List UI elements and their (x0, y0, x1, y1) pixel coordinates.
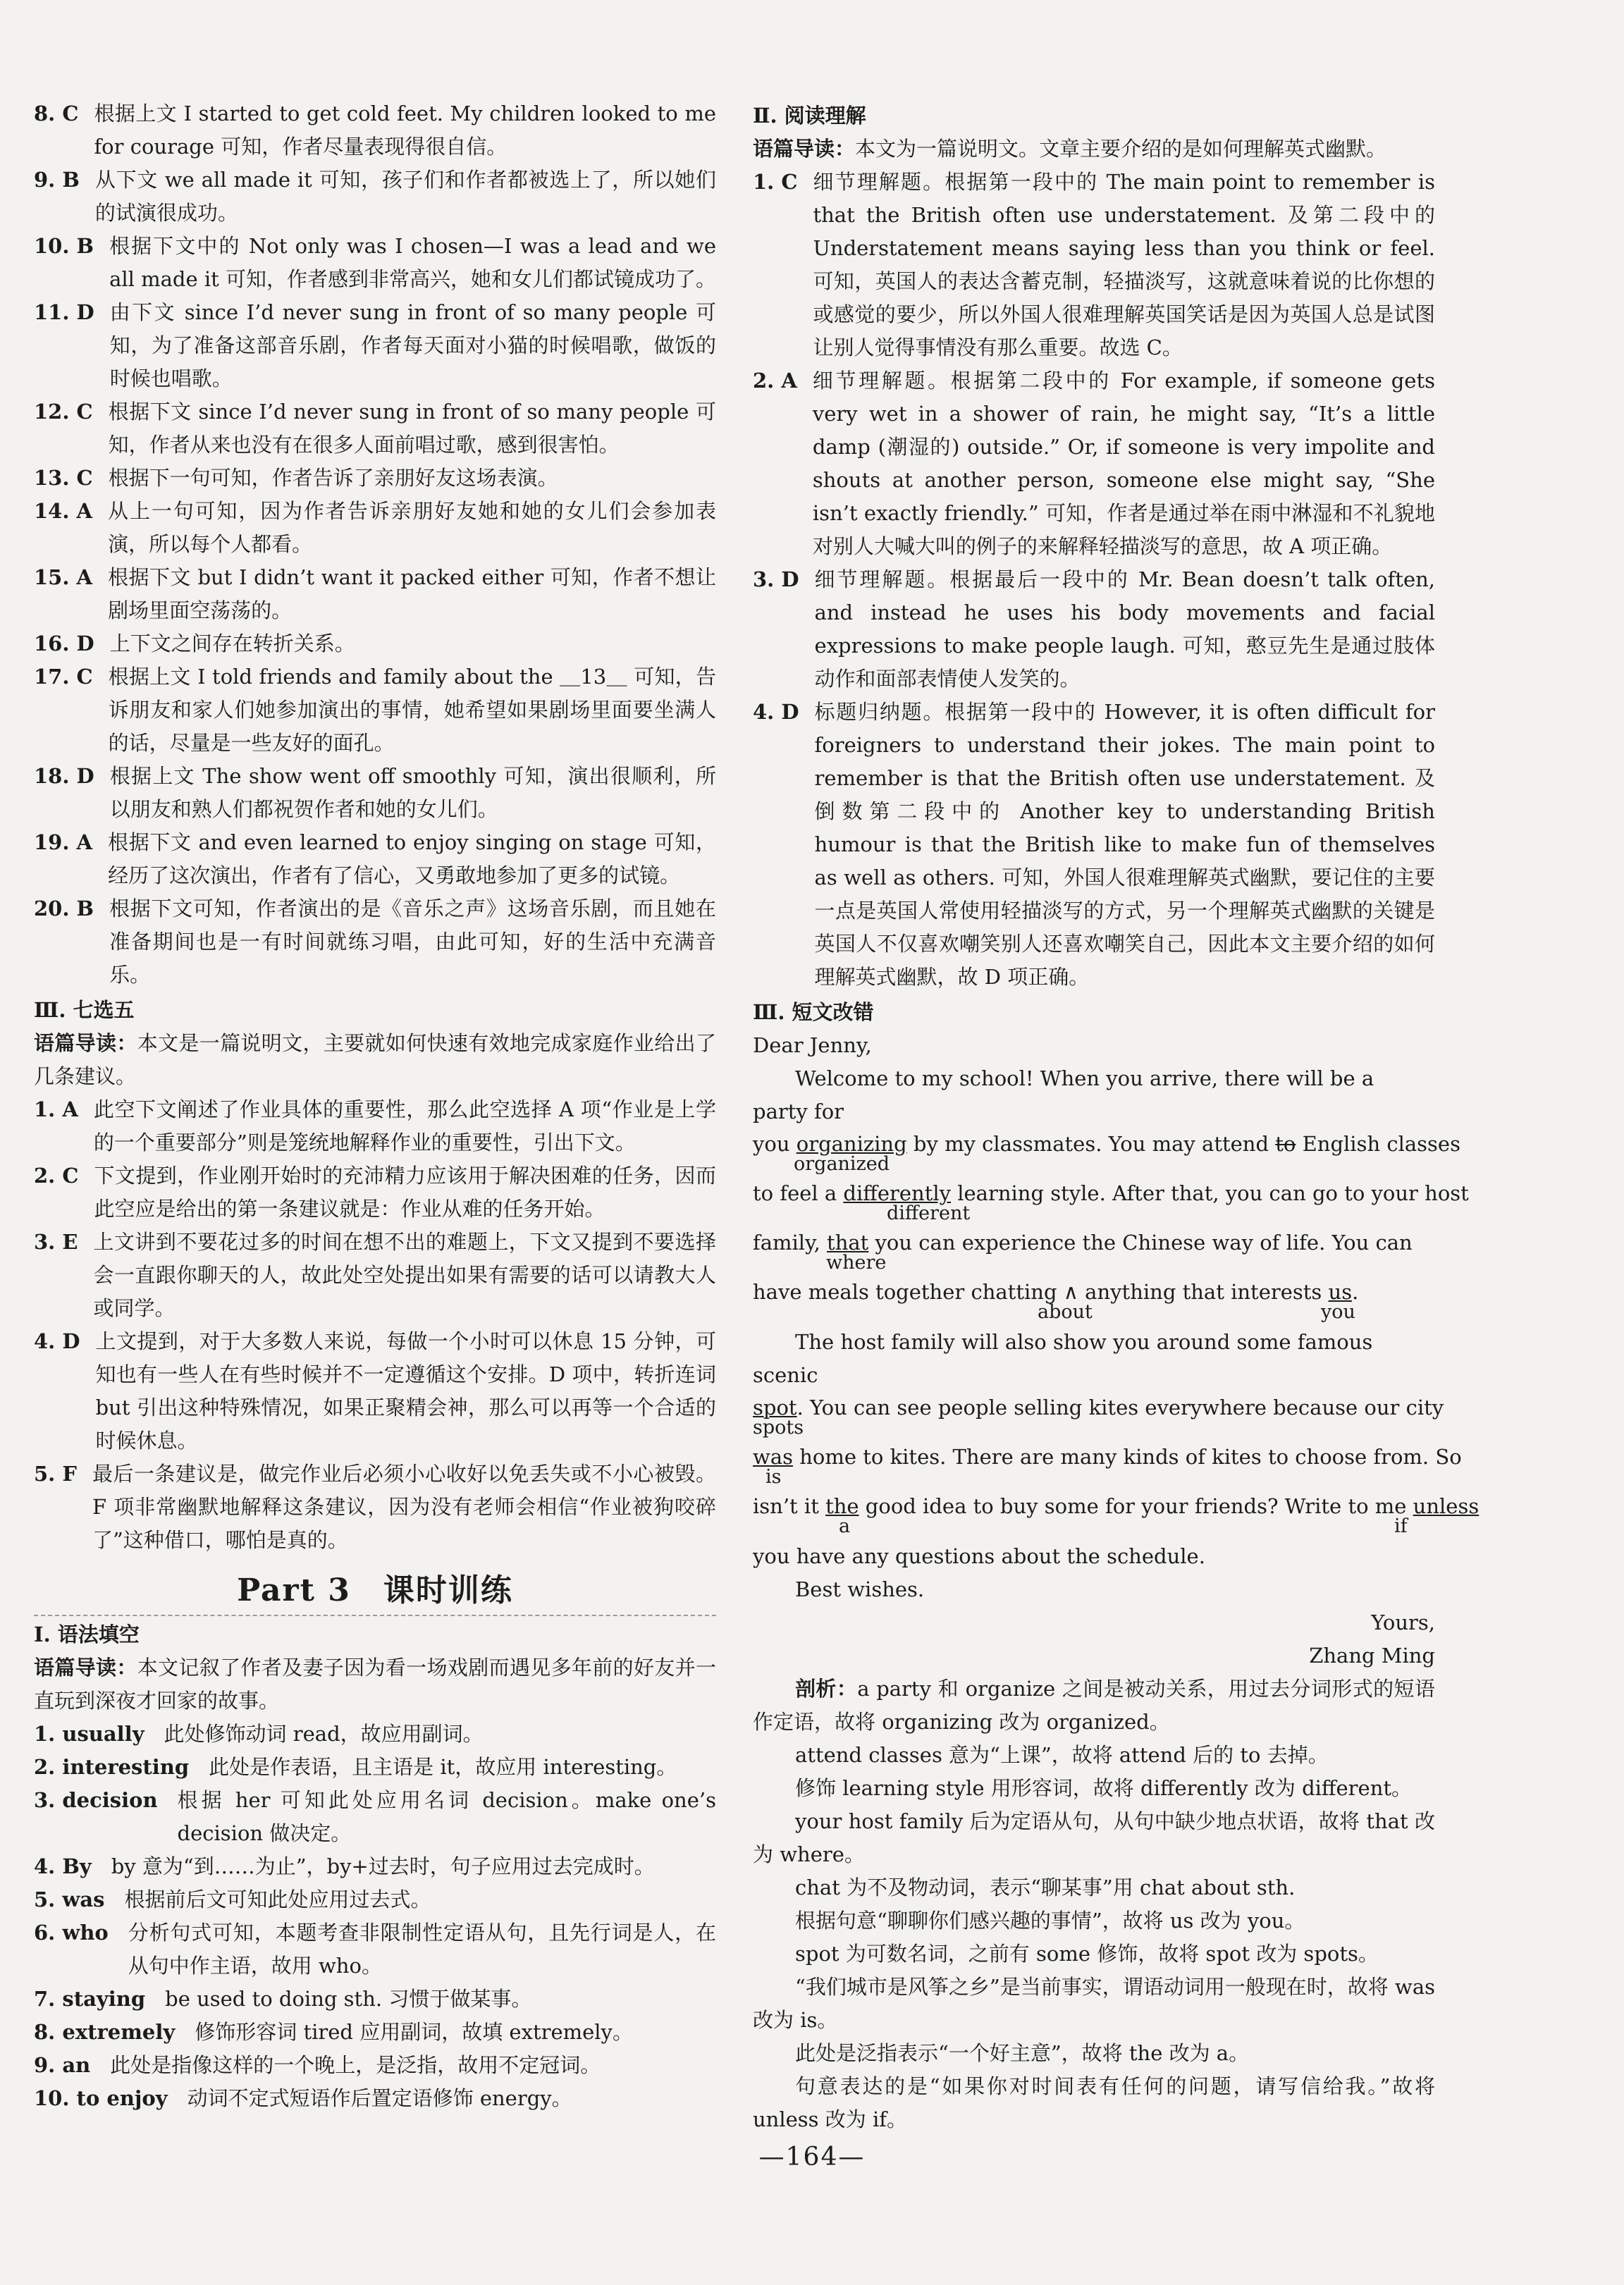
answer-explanation: 根据上文 I told friends and family about the ＿13＿ 可知，告诉朋友和家人们她参加演出的事情，她希望如果剧场里面要坐满人的话，尽量是一些友好的面孔。 (108, 665, 716, 755)
answer-explanation: 动词不定式短语作后置定语修饰 energy。 (187, 2086, 572, 2110)
analysis-line: 此处是泛指表示“一个好主意”，故将 the 改为 a。 (795, 2041, 1250, 2065)
answer-list-seven-choose-five (34, 1093, 716, 1557)
answer-explanation: 根据上文 The show went off smoothly 可知，演出很顺利，所以朋友和熟人们都祝贺作者和她的女儿们。 (109, 764, 716, 821)
answer-number: 8. C (34, 101, 79, 125)
answer-explanation: 根据上文 I started to get cold feet. My children looked to me for courage 可知，作者尽量表现得很自信。 (94, 101, 716, 159)
answer-item (753, 563, 1435, 696)
answer-explanation: be used to doing sth. 习惯于做某事。 (165, 1987, 532, 2011)
answer-list-reading (753, 166, 1435, 994)
letter-line-corrected: to feel a differently learning style. After that, you can go to your host different (753, 1181, 1469, 1224)
correction: you (1321, 1301, 1355, 1323)
answer-explanation: 根据下文 and even learned to enjoy singing on stage 可知，经历了这次演出，作者有了信心，又勇敢地参加了更多的试镜。 (108, 830, 716, 887)
analysis-line: 剖析：a party 和 organize 之间是被动关系，用过去分词形式的短语作定语，故将 organizing 改为 organized。 (753, 1677, 1435, 1734)
answer-item (34, 97, 716, 164)
answer-number: 5. was (34, 1887, 105, 1911)
correction: different (887, 1202, 971, 1224)
divider (34, 1615, 716, 1616)
answer-number: 14. A (34, 499, 93, 523)
answer-explanation: 标题归纳题。根据第一段中的 However, it is often difficult for foreigners to understand their jokes. The main point to remember is that the British often use understatement. 及倒数第二段中的 Another key to understanding British humour is that the British like to make fun of themselves as well as others. 可知，外国人很难理解英式幽默，要记住的主要一点是英国人常使用轻描淡写的方式，另一个理解英式幽默的关键是英国人不仅喜欢嘲笑别人还喜欢嘲笑自己，因此本文主要介绍的如何理解英式幽默，故 D 项正确。 (814, 700, 1435, 989)
letter-line-corrected: you organizing by my classmates. You may attend to English classes organized (753, 1132, 1460, 1175)
answer-number: 2. A (753, 369, 797, 393)
answer-item (34, 1983, 716, 2016)
analysis-line: 修饰 learning style 用形容词，故将 differently 改为 different。 (795, 1776, 1413, 1800)
analysis (753, 1673, 1435, 2136)
letter-line-corrected: have meals together chatting ∧ anything that interests us. about you (753, 1280, 1359, 1323)
section-title-seven-choose-five: Ⅲ. 七选五 (34, 998, 135, 1022)
correction: spots (753, 1417, 804, 1439)
page-number: —164— (758, 2143, 866, 2172)
answer-item (34, 1883, 716, 1916)
letter-line-corrected: spot. You can see people selling kites everywhere because our city spots (753, 1396, 1444, 1439)
answer-number: 5. F (34, 1462, 77, 1486)
answer-explanation: 根据下文 since I’d never sung in front of so many people 可知，作者从来也没有在很多人面前唱过歌，感到很害怕。 (108, 400, 716, 457)
answer-item (34, 2016, 716, 2049)
section-title-reading: Ⅱ. 阅读理解 (753, 104, 866, 128)
passage-guide: 语篇导读：本文记叙了作者及妻子因为看一场戏剧而遇见多年前的好友并一直玩到深夜才回家的故事。 (34, 1656, 716, 1713)
answer-item (34, 395, 716, 462)
answer-number: 19. A (34, 830, 93, 854)
answer-number: 4. D (34, 1329, 80, 1353)
answer-number: 20. B (34, 897, 94, 920)
analysis-line: 根据句意“聊聊你们感兴趣的事情”，故将 us 改为 you。 (795, 1909, 1305, 1933)
answer-item (34, 164, 716, 230)
answer-explanation: 此处是作表语，且主语是 it，故应用 interesting。 (209, 1755, 677, 1779)
correction: organized (794, 1153, 890, 1175)
correction: where (826, 1252, 887, 1274)
letter-closing: Best wishes. (795, 1577, 925, 1601)
answer-item (34, 462, 716, 495)
answer-item (34, 1751, 716, 1784)
answer-item (34, 660, 716, 760)
answer-item (34, 296, 716, 395)
letter-line: Welcome to my school! When you arrive, there will be a party for (753, 1066, 1374, 1123)
answer-number: 3. D (753, 567, 799, 591)
answer-number: 12. C (34, 400, 93, 424)
letter-signoff: Yours, (1371, 1610, 1435, 1634)
answer-number: 2. C (34, 1164, 79, 1188)
answer-number: 4. D (753, 700, 799, 724)
answer-explanation: 上下文之间存在转折关系。 (109, 632, 355, 655)
answer-number: 2. interesting (34, 1755, 190, 1779)
answer-item (34, 230, 716, 296)
left-column (34, 97, 716, 2115)
answer-item (34, 495, 716, 561)
answer-explanation: 下文提到，作业刚开始时的充沛精力应该用于解决困难的任务，因而此空应是给出的第一条建议就是：作业从难的任务开始。 (94, 1164, 716, 1221)
answer-explanation: 从上一句可知，因为作者告诉亲朋好友她和她的女儿们会参加表演，所以每个人都看。 (108, 499, 716, 556)
answer-number: 4. By (34, 1854, 92, 1878)
answer-item (34, 760, 716, 826)
answer-explanation: 由下文 since I’d never sung in front of so many people 可知，为了准备这部音乐剧，作者每天面对小猫的时候唱歌，做饭的时候也唱歌。 (109, 300, 716, 390)
answer-number: 18. D (34, 764, 94, 788)
answer-explanation: 细节理解题。根据第二段中的 For example, if someone gets very wet in a shower of rain, he might say, “It’s a little damp (潮湿的) outside.” Or, if someone is very impolite and shouts at another person, someone else might say, “She isn’t exactly friendly.” 可知，作者是通过举在雨中淋湿和不礼貌地对别人大喊大叫的例子的来解释轻描淡写的意思，故 A 项正确。 (812, 369, 1435, 558)
answer-item (34, 1458, 716, 1557)
passage-guide: 语篇导读：本文是一篇说明文，主要就如何快速有效地完成家庭作业给出了几条建议。 (34, 1031, 716, 1088)
answer-item (34, 627, 716, 660)
answer-explanation: 根据下一句可知，作者告诉了亲朋好友这场表演。 (108, 466, 558, 490)
answer-explanation: 此处是指像这样的一个晚上，是泛指，故用不定冠词。 (110, 2053, 601, 2077)
answer-explanation: 从下文 we all made it 可知，孩子们和作者都被选上了，所以她们的试演很成功。 (94, 168, 716, 225)
analysis-line: chat 为不及物动词，表示“聊某事”用 chat about sth. (795, 1876, 1296, 1899)
answer-number: 3. E (34, 1230, 78, 1254)
answer-explanation: 根据下文 but I didn’t want it packed either 可知，作者不想让剧场里面空荡荡的。 (108, 565, 716, 622)
answer-number: 13. C (34, 466, 93, 490)
analysis-line: 句意表达的是“如果你对时间表有任何的问题，请写信给我。”故将 unless 改为 if。 (753, 2074, 1435, 2131)
answer-number: 9. B (34, 168, 80, 192)
analysis-line: your host family 后为定语从句，从句中缺少地点状语，故将 that 改为 where。 (753, 1809, 1435, 1866)
answer-explanation: 此处修饰动词 read，故应用副词。 (164, 1722, 484, 1746)
answer-number: 15. A (34, 565, 93, 589)
answer-item (34, 1159, 716, 1226)
answer-item (34, 1226, 716, 1325)
answer-number: 1. A (34, 1097, 78, 1121)
section-title-error-correction: Ⅲ. 短文改错 (753, 1000, 874, 1024)
answer-item (34, 1718, 716, 1751)
answer-item (34, 2049, 716, 2082)
letter-line-corrected: was home to kites. There are many kinds of kites to choose from. So is (753, 1445, 1462, 1488)
answer-item (34, 1325, 716, 1458)
answer-explanation: by 意为“到……为止”，by+过去时，句子应用过去完成时。 (111, 1854, 655, 1878)
answer-number: 1. usually (34, 1722, 144, 1746)
answer-item (34, 561, 716, 627)
answer-list-grammar (34, 1718, 716, 2115)
answer-explanation: 上文提到，对于大多数人来说，每做一个小时可以休息 15 分钟，可知也有一些人在有些时候并不一定遵循这个安排。D 项中，转折连词 but 引出这种特殊情况，如果正聚精会神，那么可以再等一个合适的时候休息。 (95, 1329, 716, 1453)
correction: about (1038, 1301, 1093, 1323)
right-column (753, 97, 1480, 2136)
answer-explanation: 根据下文中的 Not only was I chosen—I was a lead and we all made it 可知，作者感到非常高兴，她和女儿们都试镜成功了。 (109, 234, 717, 291)
answer-explanation: 根据 her 可知此处应用名词 decision。make one’s decision 做决定。 (177, 1788, 716, 1845)
answer-number: 10. B (34, 234, 94, 258)
letter-line: The host family will also show you around some famous scenic (753, 1330, 1373, 1387)
answer-item (753, 364, 1435, 563)
answer-item (34, 2082, 716, 2115)
letter-greeting: Dear Jenny, (753, 1033, 872, 1057)
answer-item (34, 1784, 716, 1850)
answer-number: 17. C (34, 665, 93, 689)
passage-guide: 语篇导读：本文为一篇说明文。文章主要介绍的是如何理解英式幽默。 (753, 137, 1387, 161)
answer-item (34, 892, 716, 992)
answer-number: 6. who (34, 1921, 109, 1945)
answer-item (34, 1916, 716, 1983)
correction: a (839, 1515, 851, 1537)
answer-explanation: 根据前后文可知此处应用过去式。 (124, 1887, 431, 1911)
answer-explanation: 此空下文阐述了作业具体的重要性，那么此空选择 A 项“作业是上学的一个重要部分”则是笼统地解释作业的重要性，引出下文。 (93, 1097, 716, 1154)
letter-line: you have any questions about the schedule. (753, 1544, 1205, 1568)
answer-list-cloze (34, 97, 716, 992)
answer-number: 10. to enjoy (34, 2086, 168, 2110)
answer-explanation: 修饰形容词 tired 应用副词，故填 extremely。 (195, 2020, 633, 2044)
answer-number: 11. D (34, 300, 94, 324)
answer-number: 1. C (753, 170, 798, 194)
answer-number: 9. an (34, 2053, 91, 2077)
answer-explanation: 细节理解题。根据第一段中的 The main point to remember is that the British often use understatement. 及第二段中的 Understatement means saying less than you think or feel. 可知，英国人的表达含蓄克制，轻描淡写，这就意味着说的比你想的或感觉的要少，所以外国人很难理解英国笑话是因为英国人总是试图让别人觉得事情没有那么重要。故选 C。 (813, 170, 1435, 359)
letter-signature: Zhang Ming (1309, 1644, 1435, 1668)
letter-line-corrected: family, that you can experience the Chinese way of life. You can where (753, 1231, 1413, 1274)
letter-line-corrected: isn’t it the good idea to buy some for your friends? Write to me unless a if (753, 1494, 1480, 1537)
answer-explanation: 根据下文可知，作者演出的是《音乐之声》这场音乐剧，而且她在准备期间也是一有时间就练习唱，由此可知，好的生活中充满音乐。 (109, 897, 716, 987)
answer-explanation: 细节理解题。根据最后一段中的 Mr. Bean doesn’t talk often, and instead he uses his body movements and facial expressions to make people laugh. 可知，憨豆先生是通过肢体动作和面部表情使人发笑的。 (814, 567, 1435, 691)
answer-item (34, 1093, 716, 1159)
answer-number: 7. staying (34, 1987, 146, 2011)
correction: is (765, 1466, 782, 1488)
answer-number: 16. D (34, 632, 94, 655)
answer-item (753, 166, 1435, 364)
answer-item (753, 696, 1435, 994)
answer-explanation: 上文讲到不要花过多的时间在想不出的难题上，下文又提到不要选择会一直跟你聊天的人，故此处空处提出如果有需要的话可以请教大人或同学。 (93, 1230, 716, 1320)
part-title: Part 3 课时训练 (237, 1572, 513, 1608)
analysis-line: spot 为可数名词，之前有 some 修饰，故将 spot 改为 spots。 (795, 1942, 1379, 1966)
answer-item (34, 826, 716, 892)
answer-explanation: 分析句式可知，本题考查非限制性定语从句，且先行词是人，在从句中作主语，故用 who。 (128, 1921, 716, 1978)
section-title-grammar: Ⅰ. 语法填空 (34, 1622, 140, 1646)
answer-number: 8. extremely (34, 2020, 176, 2044)
answer-item (34, 1850, 716, 1883)
analysis-line: attend classes 意为“上课”，故将 attend 后的 to 去掉。 (795, 1743, 1329, 1767)
analysis-line: “我们城市是风筝之乡”是当前事实，谓语动词用一般现在时，故将 was 改为 is。 (753, 1975, 1435, 2032)
answer-explanation: 最后一条建议是，做完作业后必须小心收好以免丢失或不小心被毁。F 项非常幽默地解释这条建议，因为没有老师会相信“作业被狗咬碎了”这种借口，哪怕是真的。 (92, 1462, 716, 1552)
answer-number: 3. decision (34, 1788, 158, 1812)
correction: if (1394, 1515, 1408, 1537)
